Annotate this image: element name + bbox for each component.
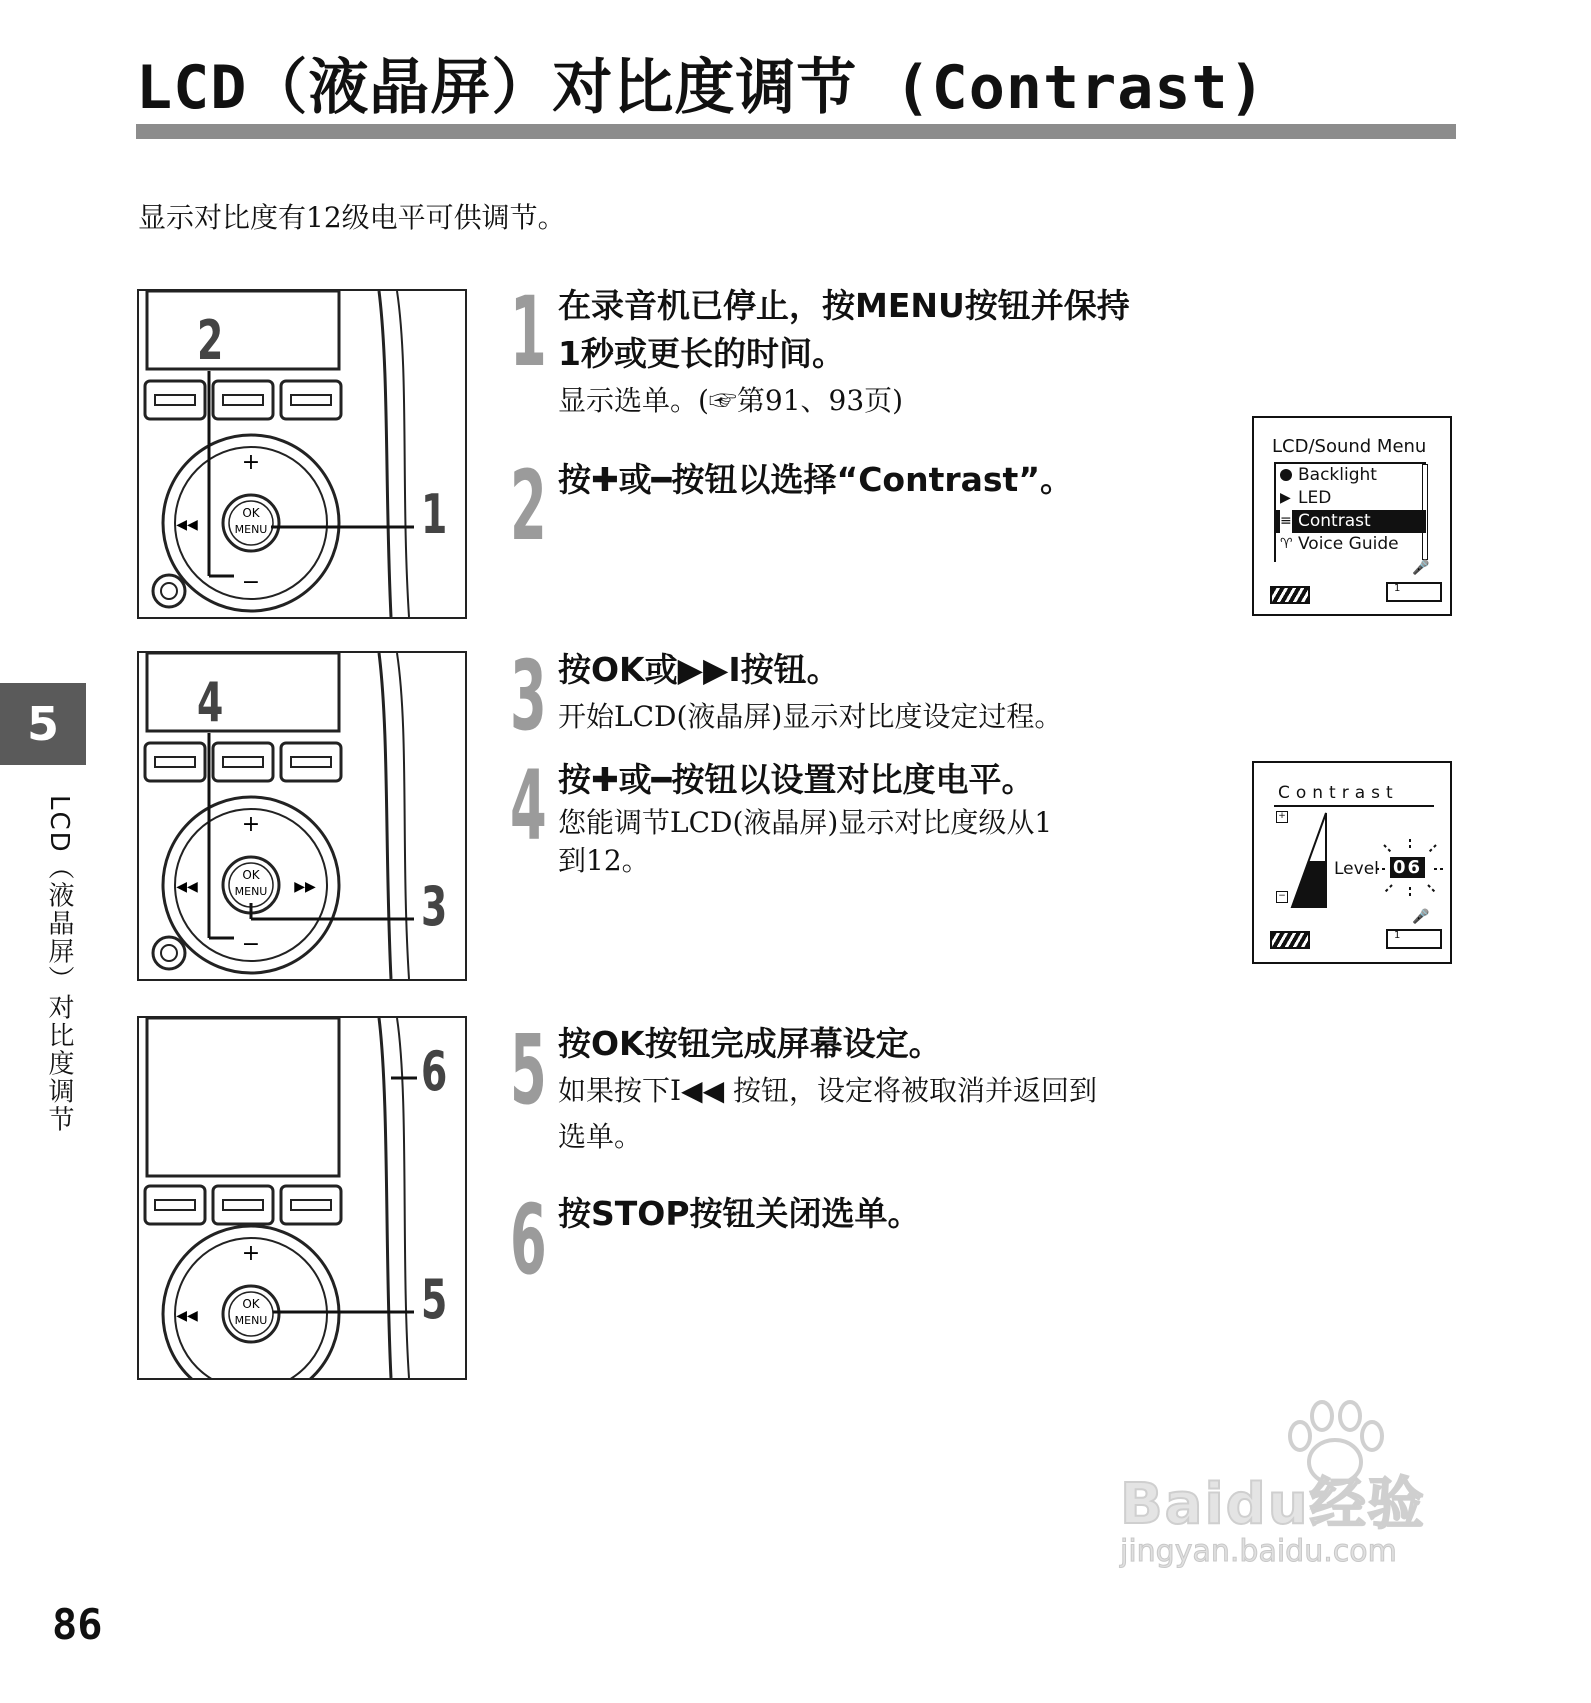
svg-text:◀◀: ◀◀ <box>176 517 198 533</box>
device-figure-3 <box>137 1016 467 1380</box>
svg-text:◀◀: ◀◀ <box>176 879 198 895</box>
blink-indicator-icon <box>1376 839 1444 899</box>
level-label: Level <box>1334 859 1379 879</box>
svg-text:▶▶: ▶▶ <box>294 879 316 895</box>
step-number-4: 4 <box>510 750 547 862</box>
list-icon: ≡ <box>1280 510 1292 533</box>
lcd-contrast-screen <box>1252 761 1452 964</box>
ok-key-label-2: OK <box>591 1024 645 1063</box>
step-2 <box>558 456 1073 504</box>
lcd-contrast-header: Contrast <box>1278 783 1399 803</box>
device-figure-2 <box>137 651 467 981</box>
lcd-menu-header: LCD/Sound Menu <box>1272 436 1427 457</box>
watermark-url: jingyan.baidu.com <box>1120 1534 1397 1569</box>
lcd-menu-item <box>1276 533 1426 556</box>
step-5-body-1: 如果按下I◀◀ 按钮，设定将被取消并返回到 <box>558 1074 1098 1107</box>
side-section-label: LCD（液晶屏）对比度调节 <box>44 795 74 1134</box>
svg-text:◀◀: ◀◀ <box>176 1308 198 1324</box>
lcd-menu-item-selected <box>1276 510 1426 533</box>
svg-text:+: + <box>241 450 261 475</box>
lcd-menu-item-label: Backlight <box>1298 465 1377 485</box>
callout-2: 2 <box>197 309 224 372</box>
battery-icon <box>1270 931 1310 949</box>
step-2-title: 按✚或━按钮以选择“Contrast”。 <box>558 460 1074 499</box>
svg-text:+: + <box>241 812 261 837</box>
callout-1: 1 <box>421 483 448 546</box>
step-3 <box>558 646 1062 740</box>
intro-text: 显示对比度有12级电平可供调节。 <box>138 201 566 234</box>
paw-logo-icon <box>1280 1400 1390 1490</box>
mic-sensitivity-icon: 🎤 <box>1412 909 1430 925</box>
lcd-menu-list <box>1274 462 1426 562</box>
step-3-title-a: 按 <box>558 650 591 689</box>
lcd-menu-item-label: Contrast <box>1298 511 1371 531</box>
scrollbar <box>1422 464 1428 560</box>
callout-5: 5 <box>421 1268 448 1331</box>
svg-text:−: − <box>241 932 261 957</box>
step-1-title-line2: 1秒或更长的时间。 <box>558 334 845 373</box>
step-1-title-a: 在录音机已停止，按 <box>558 286 855 325</box>
folder-indicator: 1 <box>1386 929 1442 949</box>
lcd-menu-item <box>1276 487 1426 510</box>
lcd-menu-item-label: Voice Guide <box>1298 534 1399 554</box>
level-value: 06 <box>1390 857 1425 878</box>
step-4-title: 按✚或━按钮以设置对比度电平。 <box>558 760 1035 799</box>
minus-icon: − <box>1276 891 1288 903</box>
menu-key-label: MENU <box>855 286 965 325</box>
watermark-brand: Baidu经验 <box>1120 1472 1426 1537</box>
record-icon <box>1280 469 1292 481</box>
battery-icon <box>1270 586 1310 604</box>
step-6-title-a: 按 <box>558 1194 591 1233</box>
step-6-title <box>558 1190 921 1238</box>
svg-text:OK: OK <box>242 868 260 882</box>
contrast-gauge <box>1290 811 1330 909</box>
title-rule <box>136 124 1456 139</box>
step-4-body-2: 到12。 <box>558 844 650 877</box>
step-1-body: 显示选单。(☞第91、93页) <box>558 384 904 417</box>
step-number-2: 2 <box>510 450 547 562</box>
callout-4: 4 <box>197 671 224 734</box>
lcd-menu-item-label: LED <box>1298 488 1332 508</box>
step-6-title-b: 按钮关闭选单。 <box>689 1194 921 1233</box>
step-3-title-b: 或▶▶I按钮。 <box>644 650 840 689</box>
svg-text:+: + <box>241 1241 261 1266</box>
ok-key-label: OK <box>591 650 645 689</box>
step-number-3: 3 <box>510 640 547 752</box>
chapter-tab: 5 <box>0 683 86 765</box>
svg-text:OK: OK <box>242 506 260 520</box>
step-5-body-2: 选单。 <box>558 1120 643 1153</box>
page-title: LCD（液晶屏）对比度调节 (Contrast) <box>136 53 1266 123</box>
step-number-1: 1 <box>510 276 547 388</box>
lcd-menu-item <box>1276 464 1426 487</box>
mic-sensitivity-icon: 🎤 <box>1412 560 1430 576</box>
svg-text:OK: OK <box>242 1297 260 1311</box>
step-number-5: 5 <box>510 1014 547 1126</box>
step-5-title-b: 按钮完成屏幕设定。 <box>644 1024 942 1063</box>
baidu-watermark <box>1120 1460 1426 1569</box>
callout-6: 6 <box>421 1040 448 1103</box>
svg-text:MENU: MENU <box>234 885 268 898</box>
svg-text:MENU: MENU <box>234 523 268 536</box>
svg-text:−: − <box>241 570 261 595</box>
header-rule <box>1274 805 1434 807</box>
svg-text:MENU: MENU <box>234 1314 268 1327</box>
step-1 <box>558 282 1130 424</box>
step-5-title <box>558 1020 1097 1068</box>
step-4-body-1: 您能调节LCD(液晶屏)显示对比度级从1 <box>558 806 1053 839</box>
lcd-menu-screen <box>1252 416 1452 616</box>
voice-guide-icon: ♈ <box>1280 536 1293 552</box>
step-6 <box>558 1190 921 1238</box>
stop-key-label: STOP <box>591 1194 690 1233</box>
step-5 <box>558 1020 1097 1160</box>
step-3-title <box>558 646 1062 694</box>
step-4 <box>558 756 1052 880</box>
step-3-body: 开始LCD(液晶屏)显示对比度设定过程。 <box>558 700 1063 733</box>
step-1-title-b: 按钮并保持 <box>964 286 1130 325</box>
step-5-title-a: 按 <box>558 1024 591 1063</box>
callout-3: 3 <box>421 875 448 938</box>
page-number: 86 <box>52 1600 103 1649</box>
folder-indicator: 1 <box>1386 582 1442 602</box>
device-figure-1 <box>137 289 467 619</box>
step-1-title <box>558 282 1130 330</box>
plus-icon: + <box>1276 811 1288 823</box>
play-icon: ▶ <box>1280 490 1291 506</box>
step-number-6: 6 <box>510 1184 547 1296</box>
